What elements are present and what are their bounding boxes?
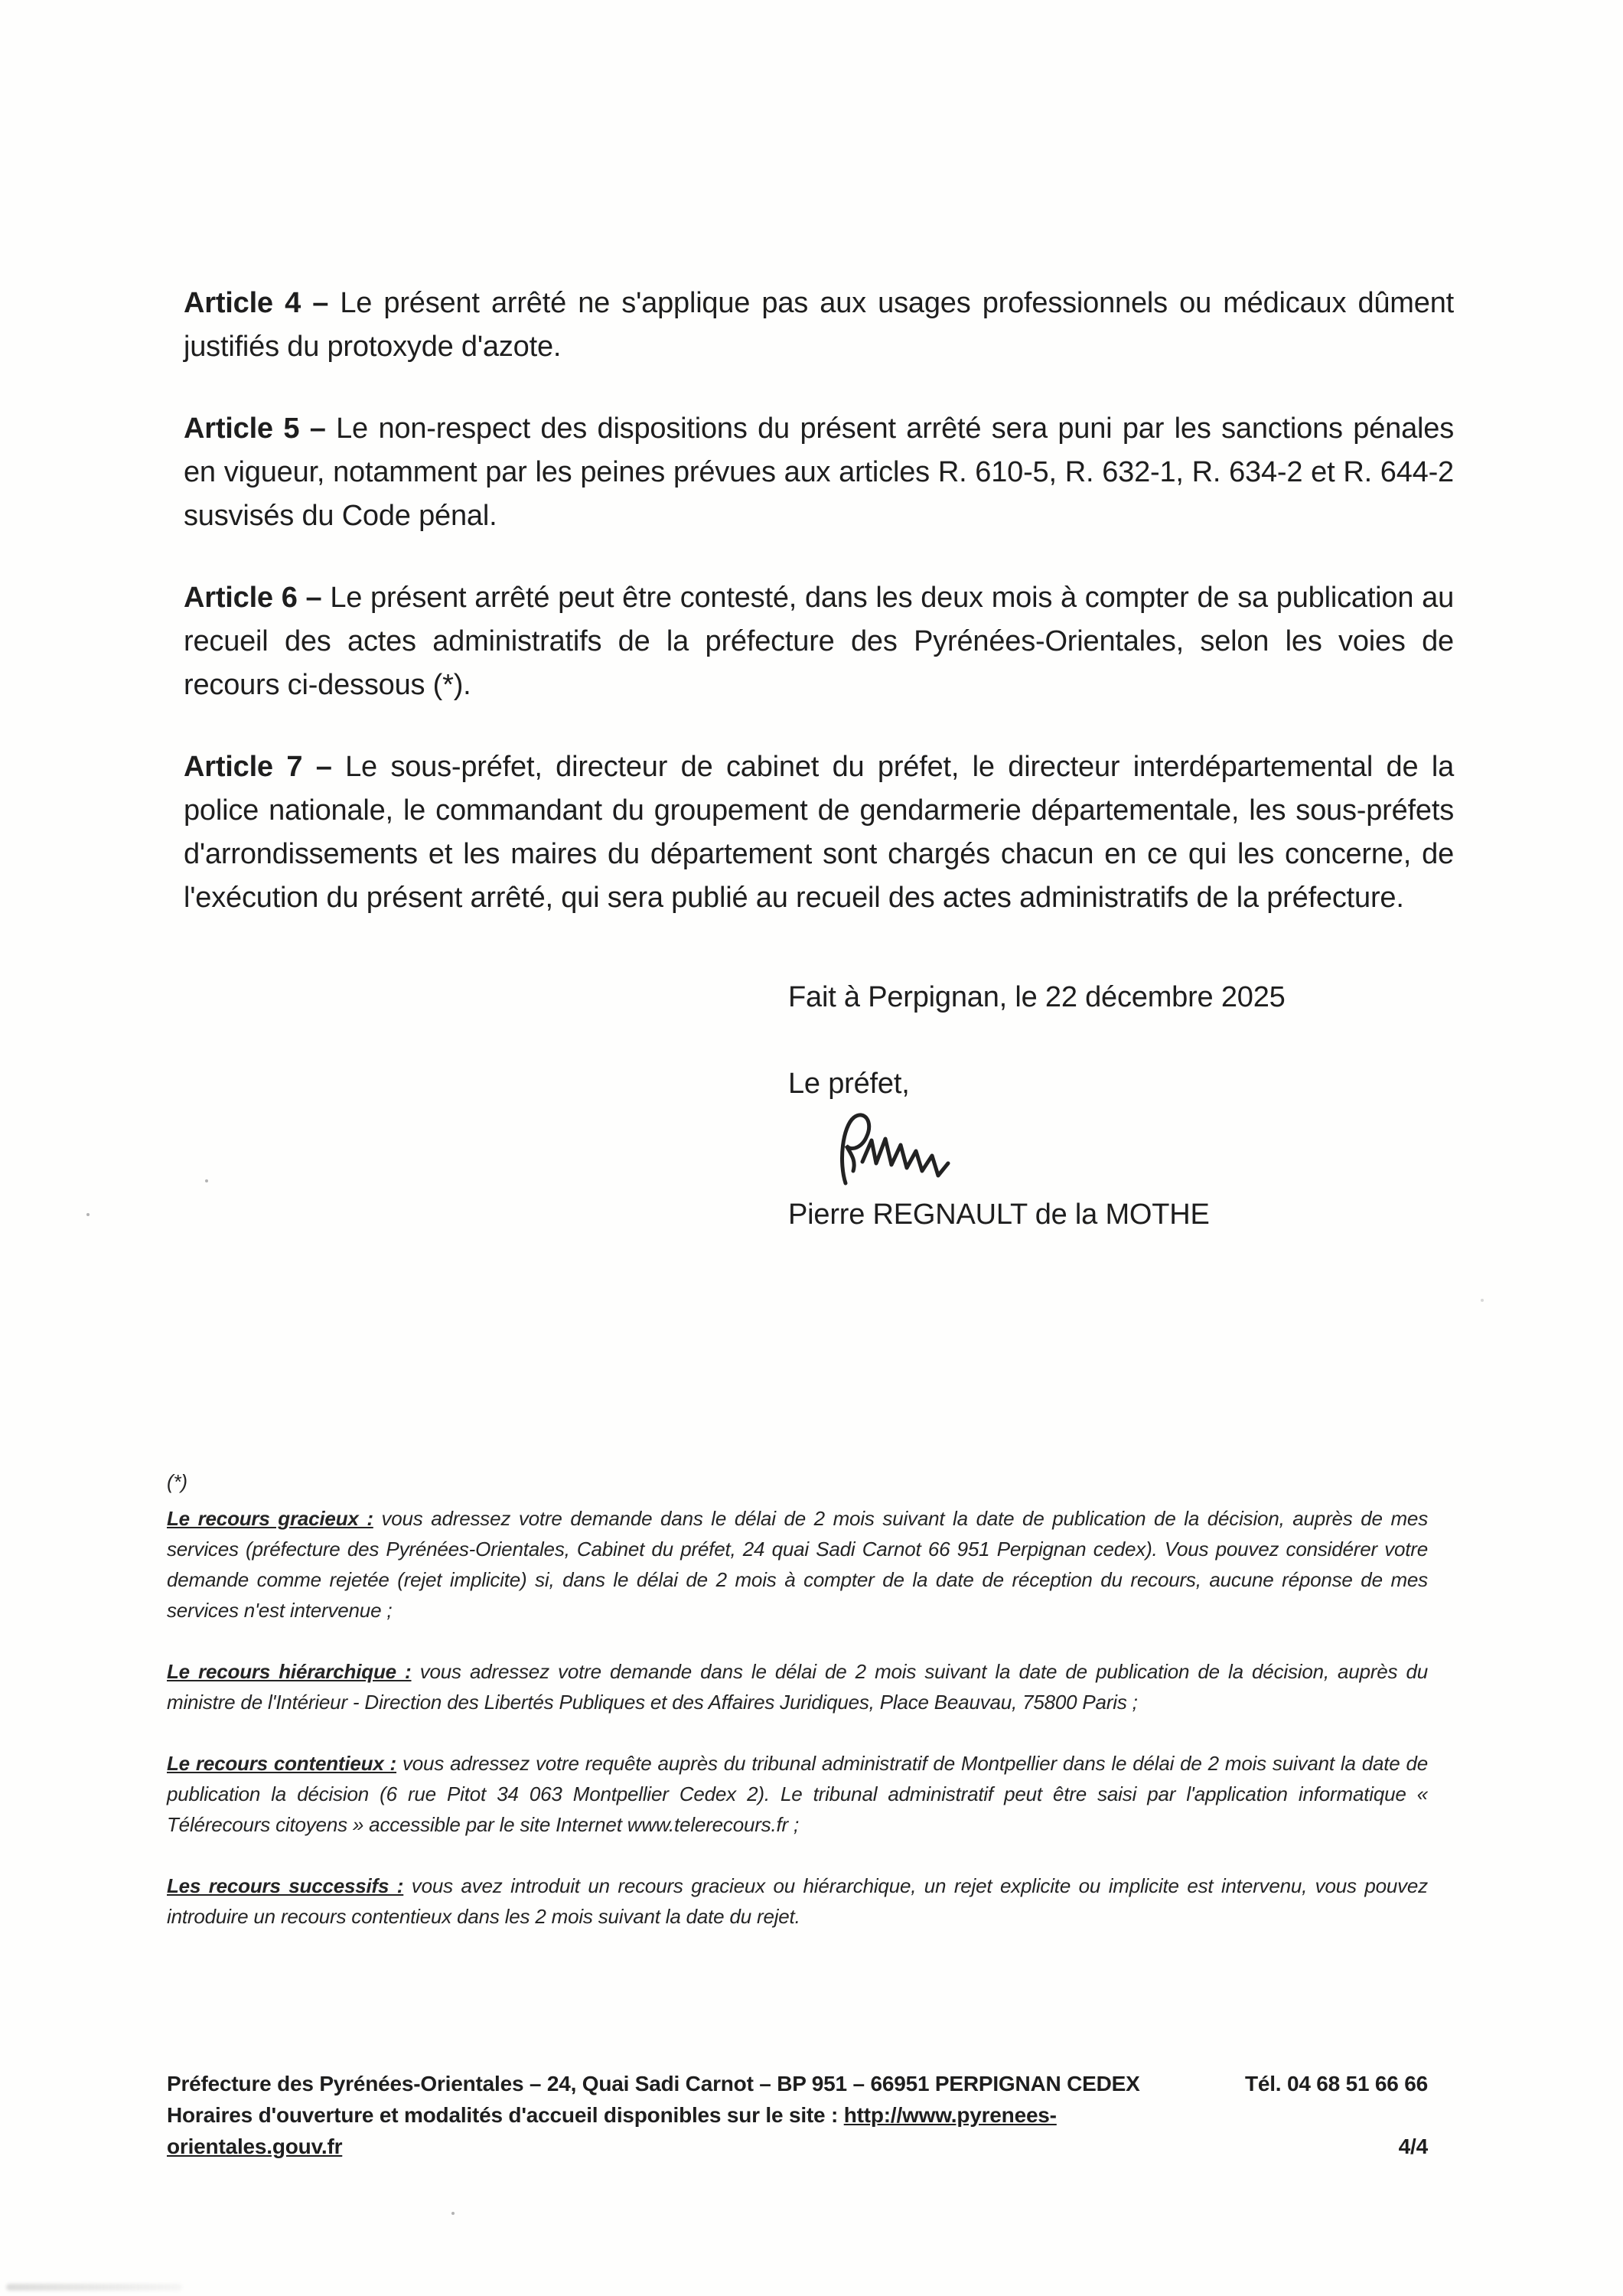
footer-row-hours	[167, 2099, 1428, 2131]
footnote-label-successifs: Les recours successifs :	[167, 1874, 404, 1897]
footer-row-link	[167, 2131, 1428, 2162]
signature-scribble-icon	[788, 1107, 1286, 1192]
footnote-text-contentieux: vous adressez votre requête auprès du tribunal administratif de Montpellier dans le délai de 2 mois suivant la date de publication la décision (6 rue Pitot 34 063 Montpellier Cedex 2). Le tribunal administratif peut être saisi par l'application informatique « Télérecours citoyens » accessible par le site Internet www.telerecours.fr ;	[167, 1752, 1428, 1836]
article-7-text: Le sous-préfet, directeur de cabinet du préfet, le directeur interdépartemental de la police nationale, le commandant du groupement de gendarmerie départementale, les sous-préfets d'arrondissements et les maires du département sont chargés chacun en ce qui les concerne, de l'exécution du présent arrêté, qui sera publié au recueil des actes administratifs de la préfecture.	[184, 751, 1455, 914]
article-6-label: Article 6 –	[184, 582, 322, 614]
scan-speck-artifact	[451, 2212, 455, 2215]
footnote-recours-gracieux	[167, 1503, 1428, 1626]
footer-hours-text: Horaires d'ouverture et modalités d'accueil disponibles sur le site :	[167, 2103, 844, 2127]
footer-address: Préfecture des Pyrénées-Orientales – 24, Quai Sadi Carnot – BP 951 – 66951 PERPIGNAN CEDEX	[167, 2072, 1140, 2095]
prefect-title: Le préfet,	[788, 1068, 910, 1100]
footnote-recours-successifs	[167, 1870, 1428, 1932]
article-7-label: Article 7 –	[184, 751, 332, 783]
footnote-text-successifs: vous avez introduit un recours gracieux ou hiérarchique, un rejet explicite ou implicite est intervenu, vous pouvez introduire un recours contentieux dans les 2 mois suivant la date du rejet.	[167, 1874, 1428, 1928]
footnote-text-hierarchique: vous adressez votre demande dans le délai de 2 mois suivant la date de publication de la décision, auprès du ministre de l'Intérieur - Direction des Libertés Publiques et des Affaires Juridiques, Place Beauvau, 75800 Paris ;	[167, 1660, 1428, 1714]
scan-smudge-artifact	[6, 2284, 182, 2291]
footnote-marker: (*)	[167, 1470, 187, 1493]
article-4-text: Le présent arrêté ne s'applique pas aux usages professionnels ou médicaux dûment justifiés du protoxyde d'azote.	[184, 287, 1454, 363]
signature-block	[788, 981, 1286, 1231]
page-footer	[167, 2068, 1428, 2162]
article-6-paragraph	[184, 576, 1454, 707]
footer-row-address	[167, 2068, 1428, 2099]
footnote-recours-hierarchique	[167, 1656, 1428, 1717]
article-4-label: Article 4 –	[184, 287, 329, 319]
article-4-paragraph	[184, 282, 1454, 369]
articles-section	[184, 282, 1454, 958]
footnote-label-gracieux: Le recours gracieux :	[167, 1507, 373, 1530]
place-date: Fait à Perpignan, le 22 décembre 2025	[788, 981, 1286, 1013]
scan-speck-artifact	[205, 1179, 208, 1182]
article-5-paragraph	[184, 407, 1454, 538]
page-number: 4/4	[1398, 2135, 1428, 2158]
footer-website-link-part2[interactable]: orientales.gouv.fr	[167, 2135, 343, 2158]
footnote-label-hierarchique: Le recours hiérarchique :	[167, 1660, 412, 1683]
footnotes-section	[167, 1466, 1428, 1962]
footer-phone: Tél. 04 68 51 66 66	[1244, 2072, 1428, 2095]
prefect-name: Pierre REGNAULT de la MOTHE	[788, 1199, 1210, 1231]
footnote-text-gracieux: vous adressez votre demande dans le délai de 2 mois suivant la date de publication de la décision, auprès de mes services (préfecture des Pyrénées-Orientales, Cabinet du préfet, 24 quai Sadi Carnot 66 951 Perpignan cedex). Vous pouvez considérer votre demande comme rejetée (rejet implicite) si, dans le délai de 2 mois à compter de la date de réception du recours, aucune réponse de mes services n'est intervenue ;	[167, 1507, 1428, 1622]
article-6-text: Le présent arrêté peut être contesté, dans les deux mois à compter de sa publication au recueil des actes administratifs de la préfecture des Pyrénées-Orientales, selon les voies de recours ci-dessous (*).	[184, 582, 1455, 701]
scan-speck-artifact	[86, 1213, 90, 1216]
article-7-paragraph	[184, 745, 1454, 920]
scan-speck-artifact	[1481, 1299, 1484, 1302]
footnote-recours-contentieux	[167, 1748, 1428, 1840]
footer-website-link-part1[interactable]: http://www.pyrenees-	[843, 2103, 1057, 2127]
article-5-label: Article 5 –	[184, 413, 326, 445]
article-5-text: Le non-respect des dispositions du présent arrêté sera puni par les sanctions pénales en vigueur, notamment par les peines prévues aux articles R. 610-5, R. 632-1, R. 634-2 et R. 644-2 susvisés du Code pénal.	[184, 413, 1454, 532]
footnote-label-contentieux: Le recours contentieux :	[167, 1752, 397, 1775]
